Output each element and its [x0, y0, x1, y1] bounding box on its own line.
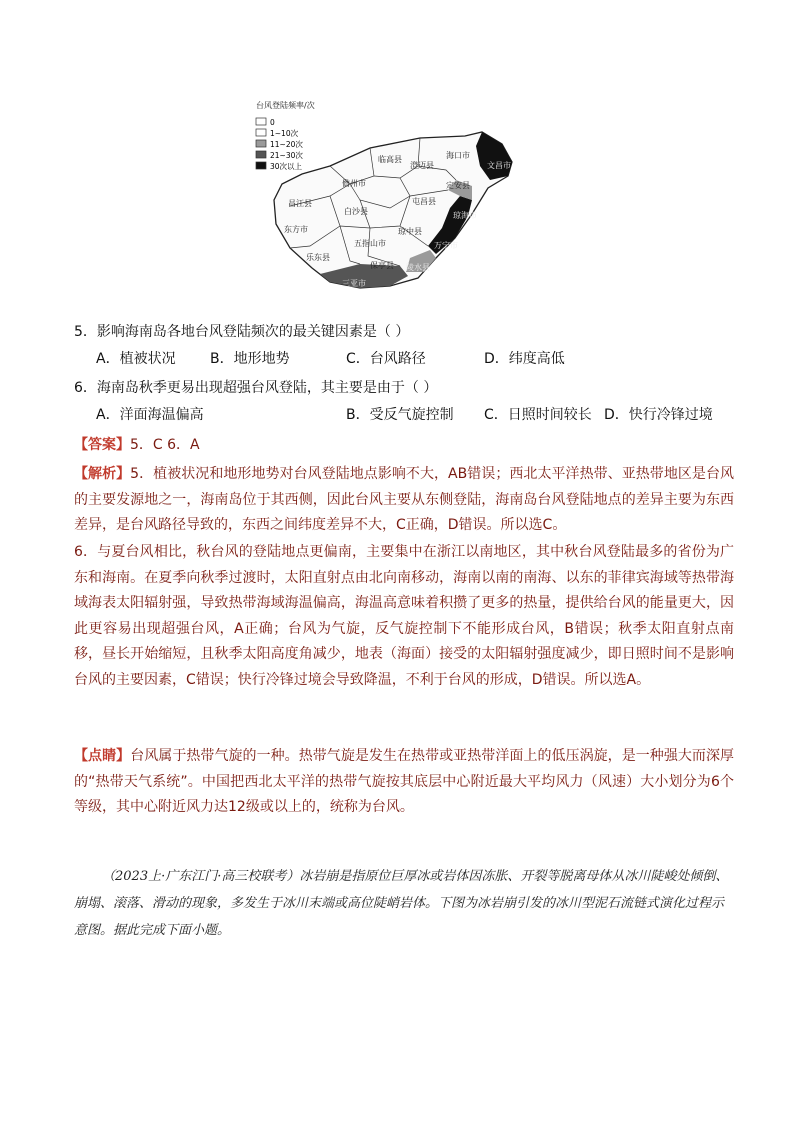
- legend-swatch-4: [256, 162, 266, 169]
- hainan-map-svg: [250, 96, 530, 296]
- analysis-q6-text: 6．与夏台风相比，秋台风的登陆地点更偏南，主要集中在浙江以南地区，其中秋台风登陆最多的省份为广东和海南。在夏季向秋季过渡时，太阳直射点由北向南移动，海南以南的南海、以东的菲律宾海域等热带海域海表太阳辐射强，导致热带海域海温偏高，海温高意味着积攒了更多的热量，提供给台风的能量更大，因此更容易出现超强台风，A正确；台风为气旋，反气旋控制下不能形成台风，B错误；秋季太阳直射点南移，昼长开始缩短，且秋季太阳高度角减少，地表（海面）接受的太阳辐射强度减少，即日照时间不是影响台风的主要因素，C错误；快行冷锋过境会导致降温，不利于台风的形成，D错误。所以选A。: [74, 544, 734, 688]
- label-lingshui: 陵水县: [406, 263, 430, 272]
- next-section-intro: （2023上·广东江门·高三校联考）冰岩崩是指原位巨厚冰或岩体因冻胀、开裂等脱离母体从冰川陡峻处倾倒、崩塌、滚落、滑动的现象，多发生于冰川末端或高位陡峭岩体。下图为冰岩崩引发的冰川型泥石流链式演化过程示意图。据此完成下面小题。: [74, 869, 729, 938]
- legend-label-3: 21~30次: [270, 151, 303, 160]
- legend-swatch-2: [256, 140, 266, 147]
- analysis-tag: 【解析】: [74, 466, 131, 482]
- label-tunchang: 屯昌县: [412, 197, 436, 206]
- q5-option-d: D．纬度高低: [484, 351, 565, 367]
- label-changjiang: 昌江县: [288, 199, 312, 208]
- label-wuzhishan: 五指山市: [354, 239, 386, 248]
- label-baisha: 白沙县: [344, 207, 368, 216]
- label-ledong: 乐东县: [306, 253, 330, 262]
- q6-option-a: A．洋面海温偏高: [96, 407, 204, 423]
- q5-option-b: B．地形地势: [210, 351, 290, 367]
- tip-tag: 【点睛】: [74, 748, 131, 764]
- q5-option-c: C．台风路径: [346, 351, 426, 367]
- label-qiongzhong: 琼中县: [398, 227, 422, 236]
- legend-label-1: 1~10次: [270, 129, 299, 138]
- label-chengmai: 澄迈县: [410, 161, 434, 170]
- q6-option-d: D．快行冷锋过境: [604, 407, 713, 423]
- label-qionghai: 琼海市: [453, 211, 477, 220]
- analysis-q5: [74, 462, 734, 539]
- q6-option-c: C．日照时间较长: [484, 407, 592, 423]
- question-6-stem: 6．海南岛秋季更易出现超强台风登陆，其主要是由于（ ）: [74, 380, 438, 396]
- legend: [256, 118, 303, 171]
- legend-label-0: 0: [270, 118, 275, 127]
- analysis-q6: [74, 540, 734, 693]
- q6-option-b: B．受反气旋控制: [346, 407, 454, 423]
- answer-text: 5．C 6．A: [130, 437, 200, 453]
- legend-swatch-3: [256, 151, 266, 158]
- label-wenchang: 文昌市: [487, 161, 511, 170]
- q5-option-a: A．植被状况: [96, 351, 176, 367]
- analysis-q5-text: 5．植被状况和地形地势对台风登陆地点影响不大，AB错误；西北太平洋热带、亚热带地区是台风的主要发源地之一，海南岛位于其西侧，因此台风主要从东侧登陆，海南岛台风登陆地点的差异主要为东西差异，是台风路径导致的，东西之间纬度差异不大，C正确，D错误。所以选C。: [74, 466, 734, 533]
- typhoon-frequency-map: [250, 96, 530, 296]
- legend-swatch-1: [256, 129, 266, 136]
- legend-label-2: 11~20次: [270, 140, 303, 149]
- answer-tag: 【答案】: [74, 437, 130, 453]
- label-lingao: 临高县: [378, 155, 402, 164]
- legend-label-4: 30次以上: [270, 162, 303, 171]
- label-dongfang: 东方市: [284, 225, 308, 234]
- label-haikou: 海口市: [446, 151, 470, 160]
- label-dingan: 定安县: [446, 181, 470, 190]
- question-5-stem: 5．影响海南岛各地台风登陆频次的最关键因素是（ ）: [74, 324, 410, 340]
- label-danzhou: 儋州市: [342, 179, 366, 188]
- legend-swatch-0: [256, 118, 266, 125]
- label-wanning: 万宁市: [434, 241, 458, 250]
- answer-line: [74, 434, 200, 456]
- legend-title: 台风登陆频率/次: [256, 101, 315, 110]
- label-sanya: 三亚市: [342, 279, 366, 288]
- tip-block: [74, 744, 734, 821]
- tip-text: 台风属于热带气旋的一种。热带气旋是发生在热带或亚热带洋面上的低压涡旋，是一种强大而深厚的“热带天气系统”。中国把西北太平洋的热带气旋按其底层中心附近最大平均风力（风速）大小划分为6个等级，其中心附近风力达12级或以上的，统称为台风。: [74, 748, 735, 815]
- label-baoting: 保亭县: [370, 261, 394, 270]
